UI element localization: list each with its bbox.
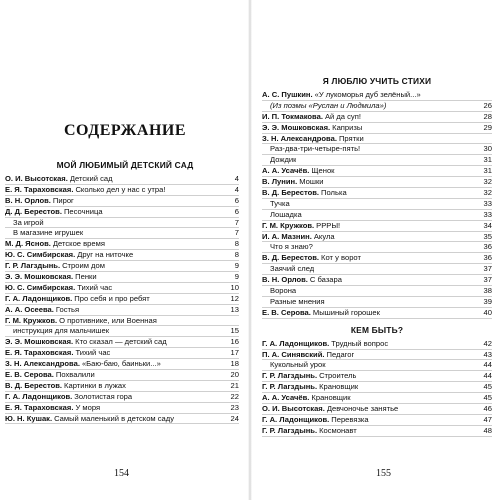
toc-entry-page: 35 xyxy=(483,231,492,241)
toc-entry-author: Ю. С. Симбирская. xyxy=(5,282,76,292)
toc-entry-title: Что я знаю? xyxy=(270,242,313,252)
toc-entry-title: Пирог xyxy=(52,195,74,205)
toc-entry-page: 36 xyxy=(483,242,492,252)
toc-entry-page: 46 xyxy=(483,404,492,414)
toc-entry xyxy=(5,316,239,327)
toc-entry-title: Заячий след xyxy=(270,264,315,274)
toc-entry-author: В. Д. Берестов. xyxy=(262,253,320,263)
toc-entry xyxy=(5,283,239,294)
toc-entry xyxy=(262,210,492,221)
toc-entry xyxy=(262,221,492,232)
toc-entry-page: 30 xyxy=(483,144,492,154)
toc-entry xyxy=(262,339,492,350)
page-number-right: 155 xyxy=(376,468,391,479)
toc-entry xyxy=(262,264,492,275)
toc-entry-page: 44 xyxy=(483,360,492,370)
toc-entry-page: 31 xyxy=(483,155,492,165)
toc-entry-title: Акула xyxy=(313,231,335,241)
toc-entry xyxy=(262,199,492,210)
toc-entry xyxy=(5,414,239,425)
toc-entry xyxy=(5,207,239,218)
toc-entry-page: 48 xyxy=(483,425,492,435)
toc-entry xyxy=(5,196,239,207)
toc-entry xyxy=(5,218,239,229)
toc-entry-page: 45 xyxy=(483,382,492,392)
toc-entry-page: 43 xyxy=(483,349,492,359)
toc-entry-page: 45 xyxy=(483,393,492,403)
section-title-poems: Я ЛЮБЛЮ УЧИТЬ СТИХИ xyxy=(322,76,432,86)
toc-entry-author: Ю. С. Симбирская. xyxy=(5,250,76,260)
toc-entry-page: 20 xyxy=(230,370,239,380)
toc-entry-author: Г. Р. Лагздынь. xyxy=(5,261,61,271)
toc-entry-title: Тихий час xyxy=(77,282,113,292)
toc-entry xyxy=(5,337,239,348)
toc-entry-page: 26 xyxy=(483,100,492,110)
toc-entry xyxy=(5,370,239,381)
toc-entry-author: В. Д. Берестов. xyxy=(262,188,320,197)
toc-entry-title: Разные мнения xyxy=(270,296,325,306)
toc-entry xyxy=(5,381,239,392)
toc-entry-page: 31 xyxy=(483,166,492,176)
toc-entry-title: «Баю-баю, баиньки...» xyxy=(81,359,161,369)
toc-entry-page: 33 xyxy=(483,198,492,208)
toc-entry-page: 8 xyxy=(234,239,239,249)
toc-group-professions xyxy=(262,339,492,437)
toc-entry xyxy=(262,232,492,243)
toc-entry-title: Золотистая гора xyxy=(74,391,133,401)
toc-entry-title: О противнике, или Военная xyxy=(59,315,157,325)
toc-entry xyxy=(5,348,239,359)
toc-entry-page: 22 xyxy=(230,391,239,401)
toc-entry-page: 10 xyxy=(230,282,239,292)
toc-entry xyxy=(5,305,239,316)
page-title: СОДЕРЖАНИЕ xyxy=(63,122,187,139)
toc-entry-author: В. Н. Орлов. xyxy=(262,275,308,285)
toc-entry-page: 39 xyxy=(483,296,492,306)
toc-entry-page: 34 xyxy=(483,220,492,230)
toc-entry xyxy=(262,297,492,308)
toc-list-right xyxy=(262,76,492,437)
toc-entry-author: А. А. Усачёв. xyxy=(262,166,310,176)
toc-entry-author: О. И. Высотская. xyxy=(262,404,325,414)
section-title-professions: КЕМ БЫТЬ? xyxy=(350,324,404,335)
toc-entry xyxy=(262,101,492,112)
toc-entry xyxy=(5,272,239,283)
toc-entry-page: 37 xyxy=(483,275,492,285)
toc-entry-page: 13 xyxy=(230,304,239,314)
toc-entry-title: (Из поэмы «Руслан и Людмила») xyxy=(270,100,387,110)
toc-entry xyxy=(5,239,239,250)
toc-entry-author: З. Н. Александрова. xyxy=(262,133,337,143)
toc-entry-author: М. Д. Яснов. xyxy=(5,239,51,249)
toc-entry-title: Кукольный урок xyxy=(270,360,326,370)
toc-entry-title: Щенок xyxy=(311,166,335,176)
toc-entry xyxy=(5,294,239,305)
toc-entry-title: Кто сказал — детский сад xyxy=(75,337,167,347)
toc-entry-title: Ворона xyxy=(270,286,297,296)
toc-entry-title: РРРЫ! xyxy=(316,220,341,230)
toc-entry-page: 42 xyxy=(483,338,492,348)
toc-entry xyxy=(5,228,239,239)
toc-entry xyxy=(262,177,492,188)
toc-entry xyxy=(262,286,492,297)
toc-entry-author: Ю. Н. Кушак. xyxy=(5,413,53,423)
toc-entry xyxy=(262,371,492,382)
toc-entry-page: 7 xyxy=(234,228,239,238)
toc-entry-title: Капризы xyxy=(332,122,363,132)
toc-entry-author: З. Н. Александрова. xyxy=(5,359,80,369)
toc-entry-title: Ай да суп! xyxy=(324,111,361,121)
toc-entry-page: 6 xyxy=(234,206,239,216)
toc-entry-page: 9 xyxy=(234,261,239,271)
toc-entry-page: 36 xyxy=(483,253,492,263)
toc-entry-page: 33 xyxy=(483,209,492,219)
toc-entry-title: Детский сад xyxy=(69,173,113,183)
toc-entry-page: 40 xyxy=(483,307,492,317)
toc-entry-author: П. А. Синявский. xyxy=(262,349,325,359)
toc-entry-author: И. П. Токмакова. xyxy=(262,111,323,121)
toc-entry-author: Е. Я. Тараховская. xyxy=(5,348,74,358)
toc-entry xyxy=(262,188,492,199)
toc-entry-author: Г. А. Ладонщиков. xyxy=(262,338,330,348)
toc-entry xyxy=(262,166,492,177)
toc-entry-title: Перевязка xyxy=(331,414,369,424)
toc-entry xyxy=(262,308,492,319)
toc-entry xyxy=(262,134,492,145)
toc-entry-author: И. А. Мазнин. xyxy=(262,231,312,241)
toc-entry-title: Друг на ниточке xyxy=(77,250,134,260)
toc-entry-author: Г. М. Кружков. xyxy=(262,220,315,230)
toc-entry-page: 23 xyxy=(230,402,239,412)
toc-entry-title: Тихий час xyxy=(75,348,111,358)
toc-entry-title: Трудный вопрос xyxy=(331,338,389,348)
toc-entry xyxy=(5,326,239,337)
toc-entry xyxy=(262,415,492,426)
toc-entry xyxy=(5,261,239,272)
toc-entry-page: 37 xyxy=(483,264,492,274)
toc-entry-author: Г. Р. Лагздынь. xyxy=(262,382,318,392)
toc-entry-page: 17 xyxy=(230,348,239,358)
toc-entry-page: 28 xyxy=(483,111,492,121)
toc-entry-author: А. С. Пушкин. xyxy=(262,89,313,99)
toc-entry-author: В. Лунин. xyxy=(262,177,298,187)
toc-entry xyxy=(262,253,492,264)
toc-entry xyxy=(5,250,239,261)
toc-entry-author: Г. А. Ладонщиков. xyxy=(5,391,73,401)
toc-entry-page: 6 xyxy=(234,195,239,205)
toc-entry-title: Строитель xyxy=(319,371,357,381)
toc-entry-page: 38 xyxy=(483,286,492,296)
toc-group-poems xyxy=(262,90,492,319)
toc-entry-author: Э. Э. Мошковская. xyxy=(5,337,74,347)
toc-entry xyxy=(262,123,492,134)
toc-entry-author: Г. Р. Лагздынь. xyxy=(262,425,318,435)
section-title-kindergarten: МОЙ ЛЮБИМЫЙ ДЕТСКИЙ САД xyxy=(56,160,194,170)
toc-entry-author: Е. Я. Тараховская. xyxy=(5,402,74,412)
toc-entry-title: Крановщик xyxy=(319,382,359,392)
toc-entry-page: 4 xyxy=(234,173,239,183)
toc-entry-page: 44 xyxy=(483,371,492,381)
toc-entry xyxy=(5,174,239,185)
toc-entry-page: 4 xyxy=(234,184,239,194)
toc-entry xyxy=(262,426,492,437)
toc-entry-author: В. Н. Орлов. xyxy=(5,195,51,205)
toc-entry-author: Г. А. Ладонщиков. xyxy=(262,414,330,424)
toc-entry xyxy=(5,185,239,196)
toc-entry xyxy=(262,112,492,123)
page-number-left: 154 xyxy=(114,468,129,479)
toc-entry xyxy=(262,393,492,404)
toc-entry xyxy=(262,90,492,101)
toc-entry-title: Сколько дел у нас с утра! xyxy=(75,184,166,194)
toc-entry-title: У моря xyxy=(75,402,101,412)
toc-entry-page: 18 xyxy=(230,359,239,369)
toc-entry-author: В. Д. Берестов. xyxy=(5,380,63,390)
toc-entry-title: Дождик xyxy=(270,155,297,165)
toc-entry-author: Е. В. Серова. xyxy=(5,370,54,380)
toc-entry-author: О. И. Высотская. xyxy=(5,173,68,183)
toc-entry-page: 24 xyxy=(230,413,239,423)
toc-entry-title: Тучка xyxy=(270,198,290,208)
toc-entry-title: Песочница xyxy=(63,206,103,216)
toc-entry-author: Е. Я. Тараховская. xyxy=(5,184,74,194)
toc-entry-page: 7 xyxy=(234,217,239,227)
toc-entry-page: 47 xyxy=(483,414,492,424)
toc-entry xyxy=(262,382,492,393)
toc-entry-title: Похвалили xyxy=(55,370,95,380)
toc-entry-title: Мошки xyxy=(299,177,324,187)
toc-entry-title: Прятки xyxy=(338,133,364,143)
toc-entry-author: Е. В. Серова. xyxy=(262,307,311,317)
toc-entry-title: Девчоночье занятье xyxy=(326,404,399,414)
toc-entry-author: Г. М. Кружков. xyxy=(5,315,58,325)
toc-entry-page: 29 xyxy=(483,122,492,132)
toc-entry-title: «У лукоморья дуб зелёный...» xyxy=(314,89,421,99)
toc-entry xyxy=(262,155,492,166)
toc-entry xyxy=(5,403,239,414)
toc-entry-title: Кот у ворот xyxy=(321,253,361,263)
toc-entry-author: Г. Р. Лагздынь. xyxy=(262,371,318,381)
toc-entry-title: Полька xyxy=(321,188,347,197)
toc-entry-author: Д. Д. Берестов. xyxy=(5,206,62,216)
toc-entry-title: Раз-два-три-четыре-пять! xyxy=(270,144,361,154)
toc-entry xyxy=(262,144,492,155)
toc-entry-page: 15 xyxy=(230,326,239,336)
toc-entry-author: А. А. Усачёв. xyxy=(262,393,310,403)
right-page xyxy=(250,0,500,500)
toc-entry-page: 12 xyxy=(230,293,239,303)
toc-entry-page: 32 xyxy=(483,177,492,187)
toc-entry-page: 16 xyxy=(230,337,239,347)
toc-entry-title: Строим дом xyxy=(62,261,105,271)
toc-entry-title: Детское время xyxy=(52,239,105,249)
toc-entry xyxy=(262,275,492,286)
toc-entry-title: инструкция для мальчишек xyxy=(13,326,110,336)
toc-entry-author: Э. Э. Мошковская. xyxy=(262,122,331,132)
toc-entry-title: Картинки в лужах xyxy=(64,380,126,390)
toc-entry-title: Гостья xyxy=(55,304,80,314)
toc-entry-author: А. А. Осеева. xyxy=(5,304,54,314)
toc-entry-title: Педагог xyxy=(326,349,355,359)
toc-entry-title: Лошадка xyxy=(270,209,302,219)
toc-entry-title: С базара xyxy=(309,275,342,285)
toc-entry xyxy=(262,404,492,415)
toc-entry-page: 8 xyxy=(234,250,239,260)
toc-entry xyxy=(262,242,492,253)
toc-entry-title: Крановщик xyxy=(311,393,351,403)
toc-entry-author: Г. А. Ладонщиков. xyxy=(5,293,73,303)
toc-entry xyxy=(5,392,239,403)
toc-entry-page: 32 xyxy=(483,188,492,197)
toc-list-left xyxy=(5,174,239,424)
toc-entry-title: Пенки xyxy=(75,272,97,281)
toc-entry-page: 9 xyxy=(234,272,239,281)
toc-entry-title: Космонавт xyxy=(319,425,357,435)
toc-entry-page: 21 xyxy=(230,380,239,390)
toc-entry xyxy=(5,359,239,370)
toc-entry-title: Самый маленький в детском саду xyxy=(54,413,175,423)
toc-entry xyxy=(262,360,492,371)
toc-entry-title: Про себя и про ребят xyxy=(74,293,150,303)
toc-entry-title: Мышиный горошек xyxy=(312,307,380,317)
toc-entry xyxy=(262,350,492,361)
toc-entry-title: За игрой xyxy=(13,217,44,227)
toc-entry-author: Э. Э. Мошковская. xyxy=(5,272,74,281)
toc-entry-title: В магазине игрушек xyxy=(13,228,84,238)
